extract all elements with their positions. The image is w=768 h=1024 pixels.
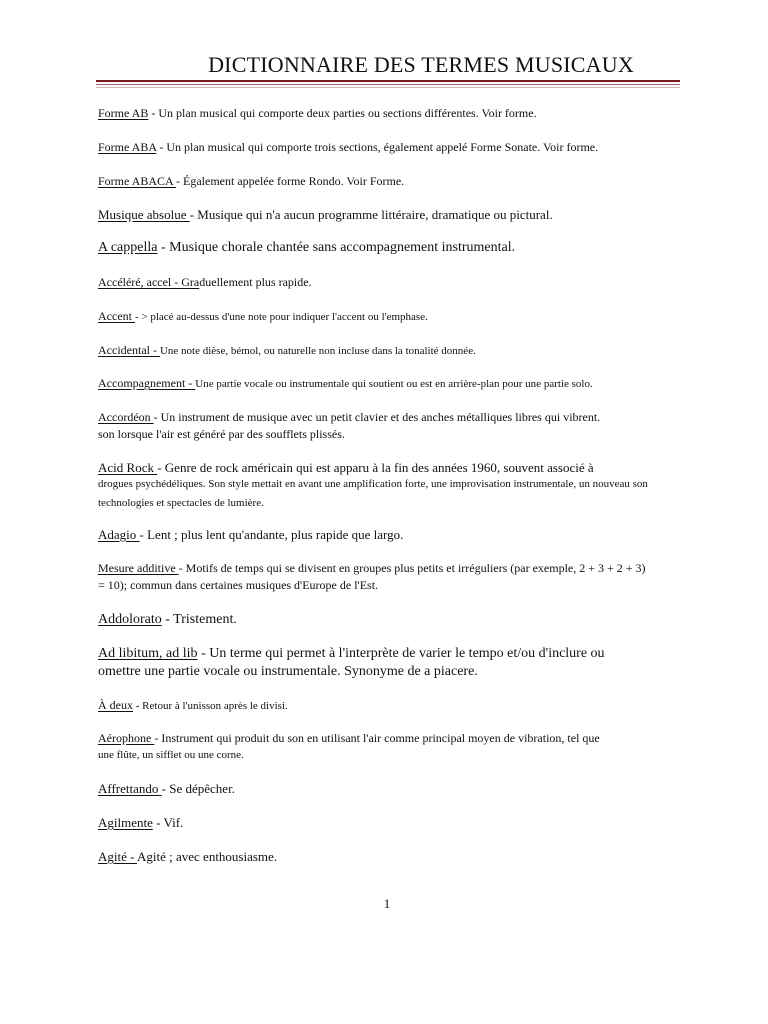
entry-definition-continued: omettre une partie vocale ou instrumentale. Synonyme de a piacere. [98,664,478,679]
entry-definition: - Un terme qui permet à l'interprète de varier le tempo et/ou d'inclure ou [197,646,605,661]
entry-definition: - > placé au-dessus d'une note pour indiquer l'accent ou l'emphase. [134,311,428,323]
entry-term: Addolorato [98,612,162,627]
entry-definition: - Motifs de temps qui se divisent en groupes plus petits et irréguliers (par exemple, 2 + 3 + 2 + 3) [178,561,646,575]
entry-addolorato [98,611,708,629]
entry-definition: Une partie vocale ou instrumentale qui soutient ou est en arrière-plan pour une partie solo. [195,378,593,390]
entry-definition-continued: drogues psychédéliques. Son style mettait en avant une amplification forte, une improvisation instrumentale, un nouveau son [98,478,648,490]
entry-term: Forme ABACA [98,174,177,188]
entry-definition-continued: = 10); commun dans certaines musiques d'Europe de l'Est. [98,578,379,592]
entry-definition: - Instrument qui produit du son en utilisant l'air comme principal moyen de vibration, tel que [154,731,600,745]
entry-term: Agilmente [98,815,153,830]
entry-accidental [98,342,708,360]
entry-definition: - Lent ; plus lent qu'andante, plus rapide que largo. [139,527,404,542]
entry-term: Musique absolue [98,207,190,222]
entry-definition: - Vif. [152,815,184,830]
entry-definition: - Musique chorale chantée sans accompagnement instrumental. [157,240,516,255]
entry-adagio [98,526,708,543]
entry-term: Forme ABA [98,140,157,154]
entry-definition: - Se dépêcher. [161,781,235,796]
entry-aerophone [98,730,708,764]
entry-term: Mesure additive [98,561,179,575]
entry-term: A cappella [98,240,158,255]
entry-term: Acid Rock [98,460,158,475]
entry-definition: - Retour à l'unisson après le divisi. [133,700,288,712]
title-rule [96,84,680,85]
entry-definition: - Un instrument de musique avec un petit clavier et des anches métalliques libres qui vibrent. [153,410,601,424]
entry-definition: - Un plan musical qui comporte trois sections, également appelé Forme Sonate. Voir forme. [156,140,599,154]
entry-definition: - Un plan musical qui comporte deux parties ou sections différentes. Voir forme. [148,106,537,120]
entry-forme-ab [98,105,708,122]
entry-definition: - Tristement. [161,612,237,627]
entry-definition: - Également appelée forme Rondo. Voir Forme. [176,174,405,188]
entry-affrettando [98,780,708,797]
entry-definition: - Musique qui n'a aucun programme littéraire, dramatique ou pictural. [189,207,553,222]
entry-ad-libitum [98,645,708,681]
entry-term: Accompagnement - [98,376,196,390]
entry-accelere [98,274,708,291]
entry-agite [98,848,708,865]
entry-term: Agité - [98,849,137,864]
entry-definition-continued: une flûte, un sifflet ou une corne. [98,749,244,761]
entry-acid-rock [98,459,708,512]
entry-definition: - Genre de rock américain qui est apparu à la fin des années 1960, souvent associé à [157,460,594,475]
entry-forme-aba [98,139,708,156]
title-rule [96,80,680,82]
title-rule [96,87,680,88]
entry-term: Aérophone [98,731,155,745]
entry-term: Accordéon [98,410,154,424]
page-title: DICTIONNAIRE DES TERMES MUSICAUX [208,52,634,77]
entry-term: Accent [98,309,135,323]
entry-definition: Une note dièse, bémol, ou naturelle non incluse dans la tonalité donnée. [159,345,476,357]
entry-accordeon [98,409,708,443]
entry-accompagnement [98,375,708,393]
entry-term: Adagio [98,527,140,542]
entry-definition: Agité ; avec enthousiasme. [137,849,278,864]
entry-a-deux [98,697,708,715]
entry-term: Accidental - [98,343,160,357]
entry-term: Ad libitum, ad lib [98,646,198,661]
entry-term: À deux [98,698,133,712]
entry-term: Accéléré, accel - Gra [98,275,200,289]
entry-forme-abaca [98,173,708,190]
entry-accent [98,308,708,326]
entry-agilmente [98,814,708,831]
entry-musique-absolue [98,206,708,223]
entry-term: Forme AB [98,106,149,120]
entry-term: Affrettando [98,781,162,796]
entry-a-cappella [98,239,708,257]
entry-definition-continued: son lorsque l'air est généré par des soufflets plissés. [98,427,345,441]
entry-definition-continued: technologies et spectacles de lumière. [98,497,264,509]
page-number: 1 [383,896,391,911]
entry-mesure-additive [98,560,708,594]
entry-definition: duellement plus rapide. [199,275,312,289]
